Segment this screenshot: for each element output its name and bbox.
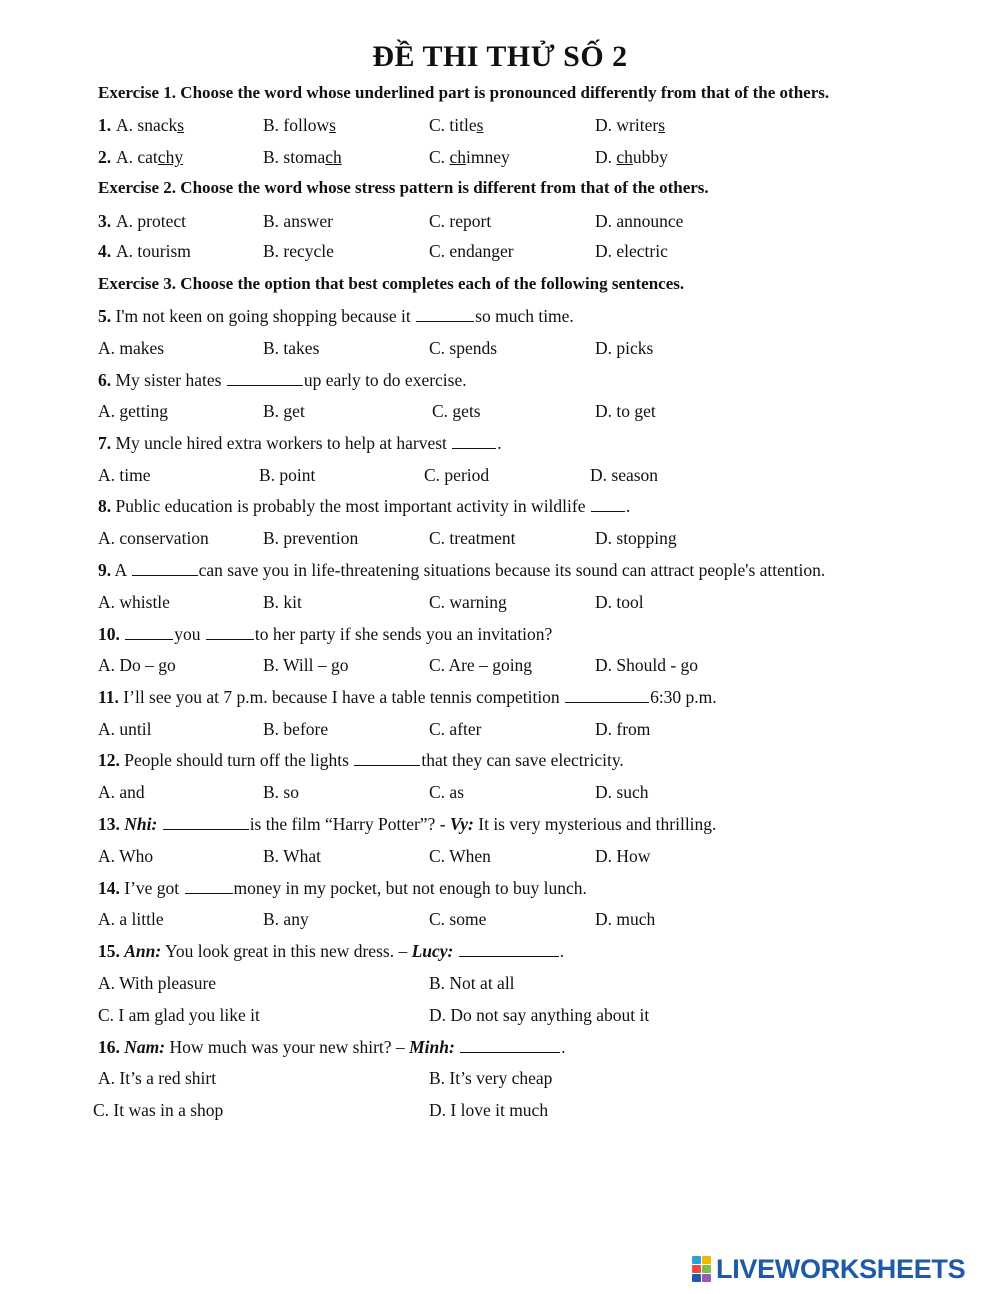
option-d[interactable]: D. I love it much xyxy=(429,1100,549,1120)
page-title: ĐỀ THI THỬ SỐ 2 xyxy=(372,40,628,73)
answer-blank[interactable] xyxy=(565,684,649,703)
question-number: 3. xyxy=(98,211,112,231)
stem-text: It is very mysterious and thrilling. xyxy=(478,814,717,834)
stem-text: so much time. xyxy=(475,306,574,326)
option-c: C. chimney xyxy=(429,147,510,167)
option-a[interactable]: A. whistle xyxy=(98,592,170,612)
question-6-stem xyxy=(98,366,467,394)
option-a[interactable]: A. time xyxy=(98,465,151,485)
option-c[interactable]: C. spends xyxy=(429,338,498,358)
option-d[interactable]: D. tool xyxy=(595,592,644,612)
option-b[interactable]: B. Will – go xyxy=(263,655,349,675)
stem-text: My uncle hired extra workers to help at harvest xyxy=(115,433,447,453)
option-c: C. report xyxy=(429,211,492,231)
option-a: A. protect xyxy=(116,211,186,231)
question-number: 8. xyxy=(98,496,112,516)
option-b: B. stomach xyxy=(263,147,342,167)
speaker-name: Ann: xyxy=(124,941,162,961)
speaker-name: Nam: xyxy=(124,1037,166,1057)
question-4 xyxy=(98,237,668,265)
question-number: 14. xyxy=(98,878,120,898)
stem-text: How much was your new shirt? – xyxy=(169,1037,405,1057)
stem-text: Public education is probably the most important activity in wildlife xyxy=(115,496,586,516)
stem-text: I’ve got xyxy=(124,878,180,898)
stem-text: that they can save electricity. xyxy=(421,750,624,770)
option-d: D. electric xyxy=(595,241,668,261)
speaker-name: Minh: xyxy=(409,1037,455,1057)
stem-text: is the film “Harry Potter”? - xyxy=(249,814,446,834)
stem-text: can save you in life-threatening situations because its sound can attract people's attention. xyxy=(198,560,826,580)
stem-text: My sister hates xyxy=(115,370,222,390)
question-15-stem xyxy=(98,937,564,965)
answer-blank[interactable] xyxy=(163,811,249,830)
option-c[interactable]: C. gets xyxy=(432,401,481,421)
option-a[interactable]: A. Do – go xyxy=(98,655,176,675)
answer-blank[interactable] xyxy=(591,493,625,512)
liveworksheets-logo-icon xyxy=(692,1256,712,1282)
option-a: A. snacks xyxy=(116,115,185,135)
answer-blank[interactable] xyxy=(416,303,474,322)
answer-blank[interactable] xyxy=(125,621,173,640)
option-b[interactable]: B. before xyxy=(263,719,329,739)
question-14-stem xyxy=(98,874,587,902)
question-number: 15. xyxy=(98,941,120,961)
option-b[interactable]: B. kit xyxy=(263,592,302,612)
option-b[interactable]: B. prevention xyxy=(263,528,359,548)
question-number: 16. xyxy=(98,1037,120,1057)
option-b[interactable]: B. any xyxy=(263,909,309,929)
option-b[interactable]: B. so xyxy=(263,782,299,802)
question-number: 11. xyxy=(98,687,119,707)
option-b[interactable]: B. takes xyxy=(263,338,320,358)
stem-text: People should turn off the lights xyxy=(124,750,349,770)
question-number: 13. xyxy=(98,814,120,834)
option-d[interactable]: D. How xyxy=(595,846,651,866)
option-c: C. endanger xyxy=(429,241,514,261)
question-10-stem xyxy=(98,620,552,648)
option-a[interactable]: A. makes xyxy=(98,338,165,358)
stem-text: . xyxy=(561,1037,566,1057)
stem-text: you xyxy=(174,624,201,644)
option-c[interactable]: C. some xyxy=(429,909,487,929)
option-d[interactable]: D. much xyxy=(595,909,656,929)
option-c[interactable]: C. as xyxy=(429,782,464,802)
option-c[interactable]: C. warning xyxy=(429,592,507,612)
answer-blank[interactable] xyxy=(460,1034,560,1053)
liveworksheets-logo[interactable] xyxy=(692,1254,965,1284)
stem-text: . xyxy=(497,433,502,453)
option-a[interactable]: A. until xyxy=(98,719,152,739)
option-b[interactable]: B. get xyxy=(263,401,305,421)
option-d[interactable]: D. Should - go xyxy=(595,655,699,675)
option-a[interactable]: A. getting xyxy=(98,401,168,421)
answer-blank[interactable] xyxy=(185,875,233,894)
question-16-stem xyxy=(98,1033,566,1061)
option-a[interactable]: A. It’s a red shirt xyxy=(98,1068,217,1088)
stem-text: up early to do exercise. xyxy=(303,370,467,390)
speaker-name: Vy: xyxy=(449,814,474,834)
option-c: C. titles xyxy=(429,115,484,135)
question-number: 5. xyxy=(98,306,112,326)
question-number: 6. xyxy=(98,370,112,390)
option-b[interactable]: B. What xyxy=(263,846,322,866)
option-a[interactable]: A. With pleasure xyxy=(98,973,217,993)
question-9-stem xyxy=(98,556,825,584)
answer-blank[interactable] xyxy=(227,367,303,386)
question-3 xyxy=(98,207,684,235)
option-d[interactable]: D. season xyxy=(590,465,659,485)
option-d: D. announce xyxy=(595,211,684,231)
stem-text: I’ll see you at 7 p.m. because I have a table tennis competition xyxy=(123,687,560,707)
option-b[interactable]: B. It’s very cheap xyxy=(429,1068,553,1088)
option-d[interactable]: D. from xyxy=(595,719,651,739)
option-b[interactable]: B. Not at all xyxy=(429,973,515,993)
question-12-stem xyxy=(98,746,624,774)
question-1 xyxy=(98,111,665,139)
answer-blank[interactable] xyxy=(354,747,420,766)
exercise-3-heading: Exercise 3. Choose the option that best completes each of the following sentences. xyxy=(98,274,685,293)
option-c[interactable]: C. I am glad you like it xyxy=(98,1005,260,1025)
option-a: A. catchy xyxy=(116,147,184,167)
option-a: A. tourism xyxy=(116,241,191,261)
speaker-name: Lucy: xyxy=(411,941,454,961)
answer-blank[interactable] xyxy=(132,557,198,576)
answer-blank[interactable] xyxy=(452,430,496,449)
option-b: B. answer xyxy=(263,211,333,231)
question-7-stem xyxy=(98,429,502,457)
option-c[interactable]: C. It was in a shop xyxy=(93,1100,224,1120)
option-c[interactable]: C. after xyxy=(429,719,482,739)
option-d[interactable]: D. such xyxy=(595,782,649,802)
option-b[interactable]: B. point xyxy=(259,465,316,485)
option-d: D. chubby xyxy=(595,147,668,167)
question-number: 2. xyxy=(98,147,112,167)
option-a[interactable]: A. Who xyxy=(98,846,154,866)
exercise-2-heading: Exercise 2. Choose the word whose stress pattern is different from that of the others. xyxy=(98,178,709,197)
option-d[interactable]: D. stopping xyxy=(595,528,677,548)
option-d[interactable]: D. to get xyxy=(595,401,656,421)
option-c[interactable]: C. Are – going xyxy=(429,655,533,675)
question-13-stem xyxy=(98,810,716,838)
question-2 xyxy=(98,143,668,171)
question-number: 12. xyxy=(98,750,120,770)
stem-text: 6:30 p.m. xyxy=(650,687,717,707)
option-a[interactable]: A. and xyxy=(98,782,145,802)
option-d[interactable]: D. Do not say anything about it xyxy=(429,1005,650,1025)
question-number: 9. xyxy=(98,560,112,580)
answer-blank[interactable] xyxy=(206,621,254,640)
question-11-stem xyxy=(98,683,717,711)
option-b: B. follows xyxy=(263,115,336,135)
question-number: 1. xyxy=(98,115,112,135)
stem-text: money in my pocket, but not enough to buy lunch. xyxy=(233,878,587,898)
option-d: D. writers xyxy=(595,115,665,135)
stem-text: I'm not keen on going shopping because it xyxy=(115,306,411,326)
question-number: 7. xyxy=(98,433,112,453)
answer-blank[interactable] xyxy=(459,938,559,957)
option-a[interactable]: A. conservation xyxy=(98,528,209,548)
stem-text: You look great in this new dress. – xyxy=(164,941,408,961)
option-a[interactable]: A. a little xyxy=(98,909,164,929)
logo-text: LIVEWORKSHEETS xyxy=(716,1253,966,1284)
question-5-stem xyxy=(98,302,574,330)
stem-text: to her party if she sends you an invitation? xyxy=(254,624,553,644)
option-c[interactable]: C. treatment xyxy=(429,528,516,548)
option-d[interactable]: D. picks xyxy=(595,338,654,358)
stem-text: . xyxy=(559,941,565,961)
question-number: 10. xyxy=(98,624,120,644)
question-number: 4. xyxy=(98,241,112,261)
question-8-stem xyxy=(98,492,630,520)
option-c[interactable]: C. When xyxy=(429,846,491,866)
stem-text: . xyxy=(625,496,631,516)
option-c[interactable]: C. period xyxy=(424,465,490,485)
stem-text: A xyxy=(114,560,127,580)
exercise-1-heading: Exercise 1. Choose the word whose underlined part is pronounced differently from that of the others. xyxy=(98,83,830,102)
option-b: B. recycle xyxy=(263,241,334,261)
speaker-name: Nhi: xyxy=(124,814,158,834)
